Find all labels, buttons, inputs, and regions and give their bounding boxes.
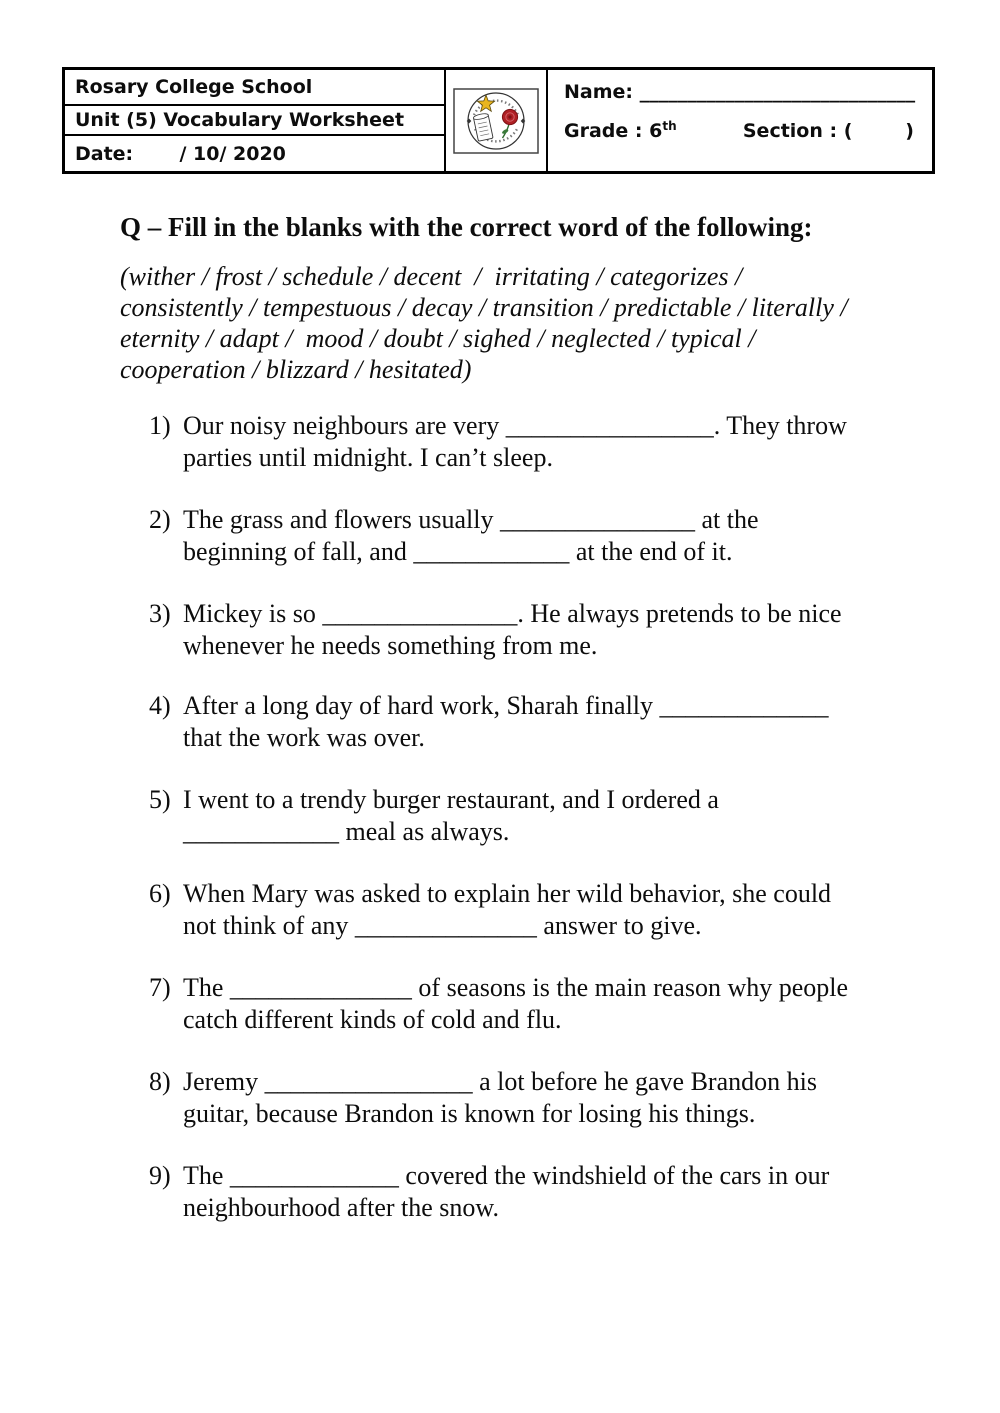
question-line: that the work was over. <box>183 722 425 752</box>
school-name: Rosary College School <box>75 76 313 98</box>
question-line: I went to a trendy burger restaurant, and I ordered a <box>183 785 719 814</box>
question-line: When Mary was asked to explain her wild behavior, she could <box>183 879 832 908</box>
question-line: The grass and flowers usually _______________ at the <box>183 505 759 534</box>
question-number: 7) <box>149 973 171 1002</box>
date-field: Date: / 10/ 2020 <box>65 134 444 171</box>
question-line: catch different kinds of cold and flu. <box>183 1004 562 1034</box>
question-line: not think of any ______________ answer to give. <box>183 910 702 940</box>
question-line: Our noisy neighbours are very ________________. They throw <box>183 411 847 440</box>
question-4 <box>149 690 909 753</box>
question-6 <box>149 878 909 941</box>
question-line: After a long day of hard work, Sharah finally _____________ <box>183 691 829 720</box>
question-line: beginning of fall, and ____________ at the end of it. <box>183 536 733 566</box>
question-line: The _____________ covered the windshield of the cars in our <box>183 1161 830 1190</box>
question-5 <box>149 784 909 847</box>
page-title: Q – Fill in the blanks with the correct word of the following: <box>120 212 813 242</box>
question-number: 2) <box>149 505 171 534</box>
question-number: 5) <box>149 785 171 814</box>
question-1 <box>149 410 909 473</box>
name-label: Name: <box>564 81 640 103</box>
grade-field: Grade : 6th <box>564 119 677 142</box>
grade-section-row <box>564 120 918 142</box>
question-line: The ______________ of seasons is the main reason why people <box>183 973 849 1002</box>
question-line: ____________ meal as always. <box>183 816 510 846</box>
section-field: Section : ( ) <box>742 120 914 142</box>
question-number: 1) <box>149 411 171 440</box>
question-9 <box>149 1160 909 1223</box>
word-bank-line: (wither / frost / schedule / decent / irritating / categorizes / <box>120 262 743 291</box>
word-bank-line: cooperation / blizzard / hesitated) <box>120 355 472 384</box>
school-seal-logo <box>453 88 539 154</box>
worksheet-unit-title: Unit (5) Vocabulary Worksheet <box>65 104 444 134</box>
question-line: parties until midnight. I can’t sleep. <box>183 442 553 472</box>
header-logo-cell <box>446 70 548 171</box>
question-3 <box>149 598 909 661</box>
header-left-cell <box>65 70 446 171</box>
word-bank-line: eternity / adapt / mood / doubt / sighed / neglected / typical / <box>120 324 756 353</box>
name-field <box>564 81 918 103</box>
question-line: Mickey is so _______________. He always pretends to be nice <box>183 599 842 628</box>
name-blank-line: _____________________________ <box>639 81 916 103</box>
question-line: neighbourhood after the snow. <box>183 1192 500 1222</box>
question-number: 6) <box>149 879 171 908</box>
word-bank-line: consistently / tempestuous / decay / transition / predictable / literally / <box>120 293 848 322</box>
question-line: guitar, because Brandon is known for losing his things. <box>183 1098 756 1128</box>
question-line: whenever he needs something from me. <box>183 630 598 660</box>
header-table <box>62 67 935 174</box>
question-2 <box>149 504 909 567</box>
question-7 <box>149 972 909 1035</box>
question-number: 9) <box>149 1161 171 1190</box>
question-line: Jeremy ________________ a lot before he gave Brandon his <box>183 1067 817 1096</box>
school-seal-icon <box>453 88 539 154</box>
grade-ordinal: th <box>662 119 677 133</box>
word-bank <box>120 261 848 385</box>
question-number: 3) <box>149 599 171 628</box>
question-8 <box>149 1066 909 1129</box>
question-number: 8) <box>149 1067 171 1096</box>
question-number: 4) <box>149 691 171 720</box>
header-right-cell <box>548 70 932 171</box>
